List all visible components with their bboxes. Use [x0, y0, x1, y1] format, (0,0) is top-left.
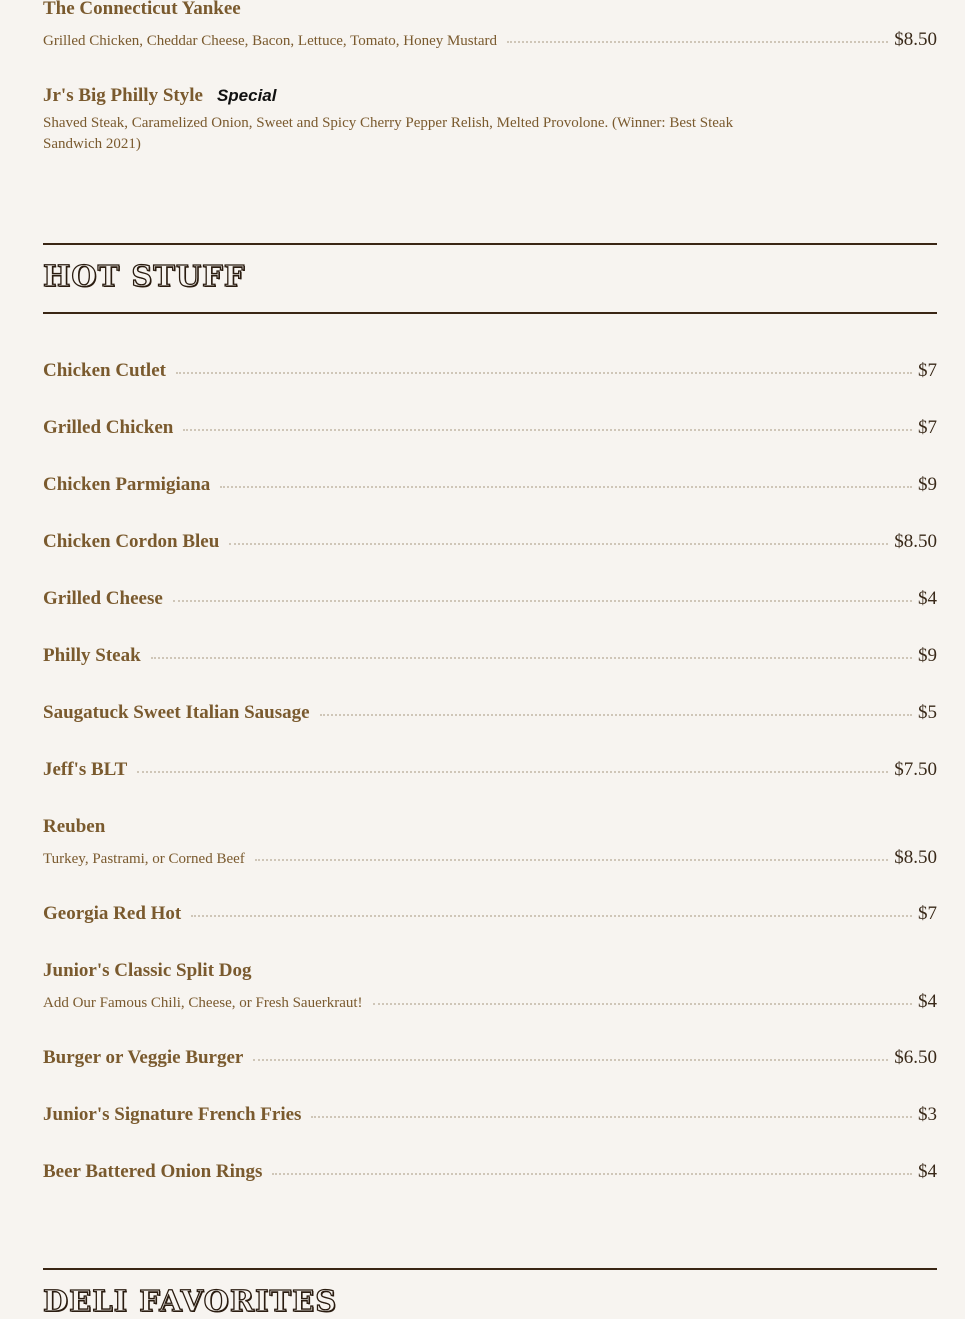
item-price: $4 — [918, 588, 937, 609]
dot-leader — [229, 543, 888, 545]
dot-leader — [191, 915, 912, 917]
item-name: Jr's Big Philly Style — [43, 85, 203, 106]
menu-item — [43, 759, 937, 781]
menu-item — [43, 1047, 937, 1069]
item-price: $9 — [918, 645, 937, 666]
dot-leader — [176, 372, 912, 374]
section-divider-top — [43, 1268, 937, 1270]
item-price: $8.50 — [894, 847, 937, 868]
menu-item — [43, 1161, 937, 1183]
item-price: $7 — [918, 417, 937, 438]
item-name: The Connecticut Yankee — [43, 0, 241, 19]
dot-leader — [255, 859, 888, 861]
special-badge: Special — [216, 86, 277, 105]
item-name: Georgia Red Hot — [43, 903, 182, 924]
menu-item-jrs-big-philly — [43, 85, 937, 155]
item-price: $7 — [918, 903, 937, 924]
item-name: Jeff's BLT — [43, 759, 128, 780]
item-price: $7 — [918, 360, 937, 381]
menu-item — [43, 903, 937, 925]
menu-item — [43, 531, 937, 553]
menu-item — [43, 474, 937, 496]
item-price: $3 — [918, 1104, 937, 1125]
menu-item — [43, 960, 937, 1013]
item-description: Turkey, Pastrami, or Corned Beef — [43, 851, 245, 867]
dot-leader — [183, 429, 912, 431]
menu-item — [43, 645, 937, 667]
item-description: Grilled Chicken, Cheddar Cheese, Bacon, Lettuce, Tomato, Honey Mustard — [43, 33, 497, 49]
item-price: $6.50 — [894, 1047, 937, 1068]
item-name: Junior's Classic Split Dog — [43, 960, 252, 981]
menu-item-connecticut-yankee — [43, 0, 937, 51]
dot-leader — [137, 771, 888, 773]
item-price: $7.50 — [894, 759, 937, 780]
dot-leader — [272, 1173, 912, 1175]
dot-leader — [373, 1003, 912, 1005]
dot-leader — [173, 600, 912, 602]
item-price: $9 — [918, 474, 937, 495]
section-divider-bottom — [43, 312, 937, 314]
item-price: $4 — [918, 1161, 937, 1182]
menu-item — [43, 1104, 937, 1126]
menu-item — [43, 588, 937, 610]
item-price: $4 — [918, 991, 937, 1012]
item-name: Reuben — [43, 816, 106, 837]
item-name: Chicken Cutlet — [43, 360, 166, 381]
item-name: Grilled Chicken — [43, 417, 174, 438]
section-divider-top — [43, 243, 937, 245]
section-title-hot-stuff: HOT STUFF — [43, 259, 246, 293]
dot-leader — [220, 486, 912, 488]
menu-item — [43, 417, 937, 439]
dot-leader — [507, 41, 888, 43]
item-name: Junior's Signature French Fries — [43, 1104, 302, 1125]
item-name: Chicken Parmigiana — [43, 474, 211, 495]
section-title-deli-favorites: DELI FAVORITES — [43, 1284, 338, 1318]
item-name: Saugatuck Sweet Italian Sausage — [43, 702, 310, 723]
item-price: $8.50 — [894, 29, 937, 50]
item-name: Philly Steak — [43, 645, 141, 666]
item-price: $5 — [918, 702, 937, 723]
item-name: Grilled Cheese — [43, 588, 163, 609]
dot-leader — [253, 1059, 888, 1061]
item-description: Add Our Famous Chili, Cheese, or Fresh Sauerkraut! — [43, 995, 363, 1011]
item-price: $8.50 — [894, 531, 937, 552]
dot-leader — [151, 657, 912, 659]
menu-item — [43, 702, 937, 724]
dot-leader — [311, 1116, 912, 1118]
item-description: Shaved Steak, Caramelized Onion, Sweet and Spicy Cherry Pepper Relish, Melted Provolone. (Winner: Best Steak Sandwich 2021) — [43, 115, 734, 152]
dot-leader — [320, 714, 912, 716]
item-name: Chicken Cordon Bleu — [43, 531, 220, 552]
item-name: Burger or Veggie Burger — [43, 1047, 244, 1068]
menu-item — [43, 816, 937, 869]
item-name: Beer Battered Onion Rings — [43, 1161, 263, 1182]
menu-item — [43, 360, 937, 382]
